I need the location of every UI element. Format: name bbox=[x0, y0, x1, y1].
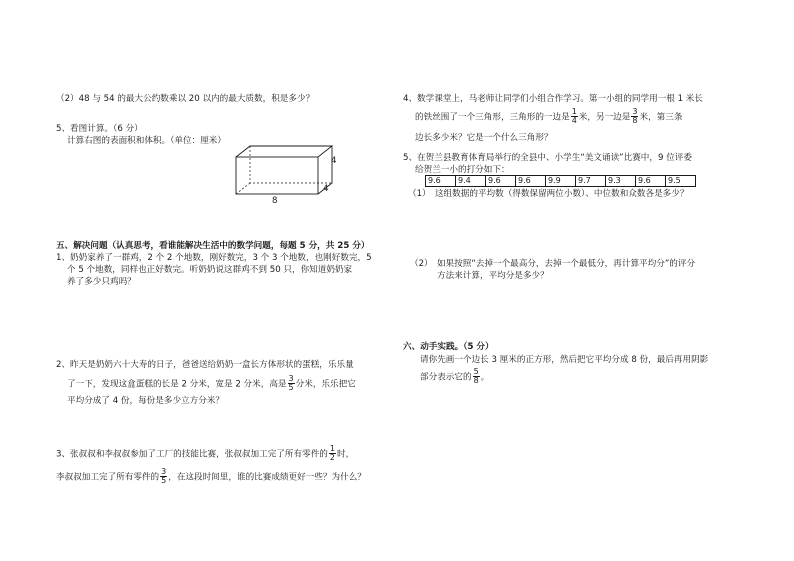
problem-5-question-2-line-2: 方法来计算，平均分是多少？ bbox=[437, 271, 549, 281]
problem-3-line-2 bbox=[56, 468, 366, 486]
fraction-three-fifths: $\frac{3}{5}$ bbox=[288, 374, 294, 393]
problem-2-line-3: 平均分成了 4 份，每份是多少立方分米？ bbox=[67, 396, 225, 406]
problem-1-line-1: 1、奶奶家养了一群鸡，2 个 2 个地数，刚好数完，3 个 3 个地数，也刚好数完，5 bbox=[56, 253, 372, 263]
problem-2-line-2-text-b: 分米，乐乐把它 bbox=[295, 379, 356, 390]
problem-5-question-2-line-1: （2） 如果按照“去掉一个最高分，去掉一个最低分，再计算平均分”的评分 bbox=[410, 259, 696, 269]
problem-4-line-2 bbox=[415, 108, 682, 126]
fraction-three-fifths-2: $\frac{3}{5}$ bbox=[161, 467, 167, 486]
fraction-three-eighths: $\frac{3}{8}$ bbox=[632, 107, 638, 126]
score-cell: 9.6 bbox=[636, 176, 666, 187]
section-6-line-2-text-b: 。 bbox=[480, 372, 490, 383]
problem-3-line-1 bbox=[56, 445, 354, 463]
problem-2-line-2-text-a: 了一下，发现这盒蛋糕的长是 2 分米，宽是 2 分米，高是 bbox=[67, 379, 287, 390]
section-5-solve-heading: 五、解决问题（认真思考，看谁能解决生活中的数学问题，每题 5 分，共 25 分） bbox=[56, 241, 370, 251]
section-5-heading: 5、看图计算。（6 分） bbox=[56, 124, 143, 134]
problem-3-line-2-text-b: ，在这段时间里，谁的比赛成绩更好一些？为什么？ bbox=[168, 472, 366, 483]
problem-4-line-1: 4、数学课堂上，马老师让同学们小组合作学习。第一小组的同学用一根 1 米长 bbox=[403, 94, 703, 104]
score-cell: 9.7 bbox=[576, 176, 606, 187]
section-6-line-2-text-a: 部分表示它的 bbox=[420, 372, 472, 383]
problem-1-line-3: 养了多少只鸡吗？ bbox=[67, 277, 136, 287]
fraction-one-quarter: $\frac{1}{4}$ bbox=[571, 107, 577, 126]
score-cell: 9.6 bbox=[486, 176, 516, 187]
score-cell: 9.3 bbox=[606, 176, 636, 187]
fraction-five-eighths: $\frac{5}{8}$ bbox=[473, 367, 479, 386]
score-cell: 9.6 bbox=[426, 176, 456, 187]
problem-3-line-1-text-b: 时， bbox=[336, 449, 355, 460]
problem-2-line-1: 2、昨天是奶奶六十大寿的日子，爸爸送给奶奶一盒长方体形状的蛋糕，乐乐量 bbox=[56, 360, 354, 370]
problem-4-line-2-text-a: 的铁丝围了一个三角形，三角形的一边是 bbox=[415, 112, 570, 123]
section-6-heading: 六、动手实践。（5 分） bbox=[403, 342, 494, 352]
score-cell: 9.5 bbox=[666, 176, 696, 187]
section-5-instruction: 计算右图的表面积和体积。（单位：厘米） bbox=[67, 136, 226, 146]
problem-4-line-2-text-b: 米，另一边是 bbox=[578, 112, 631, 123]
score-cell: 9.4 bbox=[456, 176, 486, 187]
problem-2-line-2 bbox=[67, 375, 356, 393]
problem-1-line-2: 个 5 个地数，同样也正好数完。听奶奶说这群鸡不到 50 只，你知道奶奶家 bbox=[67, 265, 353, 275]
problem-4-line-3: 边长多少米？它是一个什么三角形？ bbox=[415, 133, 553, 143]
problem-5-line-2: 给贺兰一小的打分如下： bbox=[415, 165, 510, 175]
score-table bbox=[425, 175, 696, 187]
score-row bbox=[426, 176, 696, 187]
cuboid-diagram bbox=[232, 143, 336, 207]
cuboid-depth-label: 4 bbox=[323, 184, 329, 194]
problem-4-line-2-text-c: 米，第三条 bbox=[639, 112, 683, 123]
fraction-one-half: $\frac{1}{2}$ bbox=[329, 444, 335, 463]
question-2-text: （2）48 与 54 的最大公约数乘以 20 以内的最大质数，积是多少？ bbox=[56, 94, 315, 104]
score-cell: 9.6 bbox=[516, 176, 546, 187]
problem-3-line-1-text-a: 3、张叔叔和李叔叔参加了工厂的技能比赛，张叔叔加工完了所有零件的 bbox=[56, 449, 328, 460]
problem-5-question-1: （1） 这组数据的平均数（得数保留两位小数）、中位数和众数各是多少？ bbox=[408, 189, 689, 199]
cuboid-length-label: 8 bbox=[272, 196, 278, 206]
problem-3-line-2-text-a: 李叔叔加工完了所有零件的 bbox=[56, 472, 160, 483]
score-cell: 9.9 bbox=[546, 176, 576, 187]
problem-5-line-1: 5、在贺兰县教育体育局举行的全县中、小学生“美文诵读”比赛中，9 位评委 bbox=[403, 153, 692, 163]
section-6-line-1: 请你先画一个边长 3 厘米的正方形，然后把它平均分成 8 份，最后再用阴影 bbox=[420, 355, 709, 365]
section-6-line-2 bbox=[420, 368, 489, 386]
cuboid-height-label: 4 bbox=[331, 156, 337, 166]
